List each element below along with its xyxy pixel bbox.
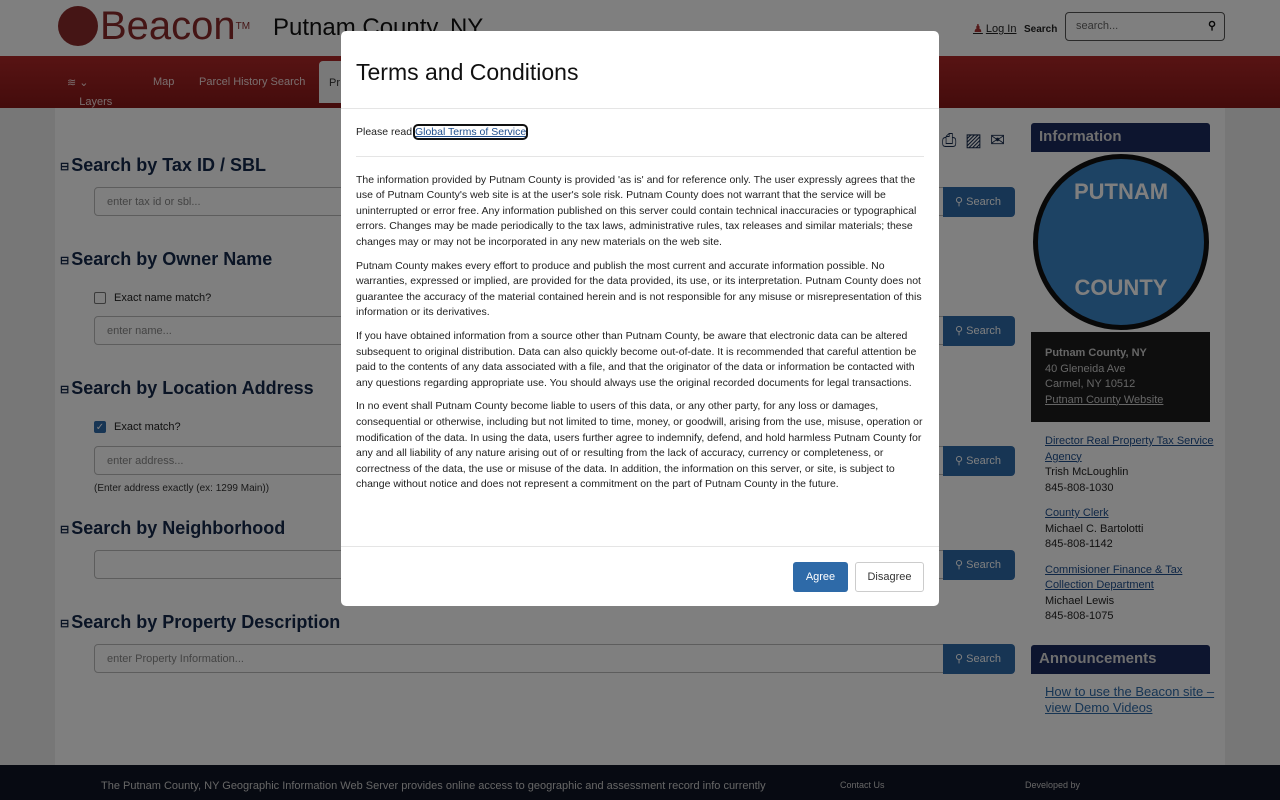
please-read-text: Please read — [356, 126, 415, 138]
agree-button[interactable]: Agree — [793, 562, 848, 592]
global-terms-link[interactable]: Global Terms of Service — [414, 126, 527, 138]
divider — [356, 156, 924, 157]
modal-title: Terms and Conditions — [341, 31, 939, 109]
disagree-button[interactable]: Disagree — [855, 562, 924, 592]
modal-body — [341, 109, 939, 517]
modal-footer — [341, 546, 939, 606]
terms-paragraph: Putnam County makes every effort to produce and publish the most current and accurate information possible. No warranties, expressed or implied, are provided for the data provided, its use, or its interpretation. Putnam County does not guarantee the accuracy of the material contained herein and is not responsible for any misuse or misrepresentation of this information or its derivatives. — [356, 259, 922, 319]
terms-paragraph: If you have obtained information from a source other than Putnam County, be aware that electronic data can be altered subsequent to original distribution. Data can also quickly become out-of-date. It is recommended that careful attention be paid to the contents of any data associated with a file, and that the originator of the data or information be contacted with any questions regarding appropriate use. You should always use the original recorded documents for legal transactions. — [356, 329, 917, 389]
terms-paragraph: In no event shall Putnam County become liable to users of this data, or any other party, for any loss or damages, consequential or otherwise, including but not limited to time, money, or goodwill, arising from the use, misuse, operation or modification of the data. In using the data, users further agree to indemnify, defend, and hold harmless Putnam County for any and all liability of any nature arising out of or resulting from the lack of accuracy, currency or completeness, or correctness of the data, the use or misuse of the data. In addition, the information on this server, or site, is subject to change without notice and does not represent a commitment on the part of Putnam County in the future. — [356, 400, 923, 491]
terms-paragraph: The information provided by Putnam County is provided 'as is' and for reference only. The user expressly agrees that the use of Putnam County's web site is at the user's sole risk. Putnam County does not warrant that the service will be uninterrupted or error free. Any information published on this server could contain technical inaccuracies or typographical errors. Changes may be made periodically to the tax laws, administrative rules, tax releases and similar materials; these changes may or may not be incorporated in any new materials on the web site. — [356, 173, 917, 248]
terms-modal — [341, 31, 939, 606]
